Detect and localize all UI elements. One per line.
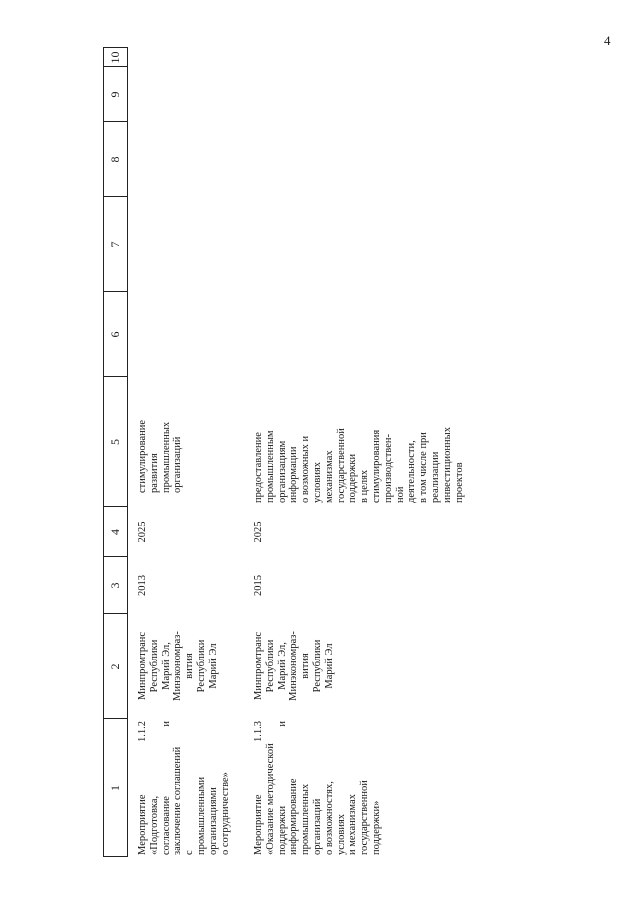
- row-responsible: Минпромтранс Республики Марий Эл, Минэкономраз- вития Республики Марий Эл: [137, 631, 219, 701]
- row-event-conjunction: и: [276, 721, 288, 727]
- row-event-conjunction: и: [160, 721, 172, 727]
- column-header: 10: [108, 51, 122, 64]
- row-event-number: 1.1.2: [137, 721, 148, 742]
- column-header: 4: [108, 529, 122, 535]
- row-event-title: «Подготовка, согласование заключение соглашений с промышленными организациями о сотрудничестве»: [148, 746, 231, 855]
- rotated-program-table: [103, 47, 583, 857]
- column-header: 3: [108, 582, 122, 589]
- page-number: 4: [604, 33, 611, 48]
- column-header: 6: [108, 331, 122, 338]
- row-event-label: Мероприятие: [137, 794, 148, 855]
- row-end-year: 2025: [137, 521, 148, 543]
- row-expected-result: стимулирование развития промышленных организаций: [137, 419, 184, 493]
- column-header: 7: [108, 241, 122, 248]
- row-end-year: 2025: [253, 521, 264, 543]
- row-start-year: 2015: [253, 575, 264, 596]
- row-event-number: 1.1.3: [253, 721, 264, 742]
- row-event-label: Мероприятие: [253, 794, 264, 855]
- column-header: 9: [108, 91, 122, 98]
- column-header: 8: [108, 156, 122, 163]
- row-expected-result: предоставление промышленным организациям информации о возможных и условиях механизмах государственной поддержки в целях стимулирования производствен- ной деятельности, в том числе при реализации инвестиционных проектов: [253, 427, 465, 503]
- row-event-title: «Оказание методической поддержки информирование промышленных организаций о возможностях, условиях и механизмах государственной поддержки»: [264, 743, 382, 855]
- header-bottom-border: [127, 47, 128, 857]
- column-header: 2: [108, 663, 122, 670]
- row-start-year: 2013: [137, 575, 148, 596]
- column-header: 1: [108, 785, 122, 791]
- table-top-border: [103, 47, 104, 857]
- column-header: 5: [108, 439, 122, 445]
- row-responsible: Минпромтранс Республики Марий Эл, Минэкономраз- вития Республики Марий Эл: [253, 631, 335, 701]
